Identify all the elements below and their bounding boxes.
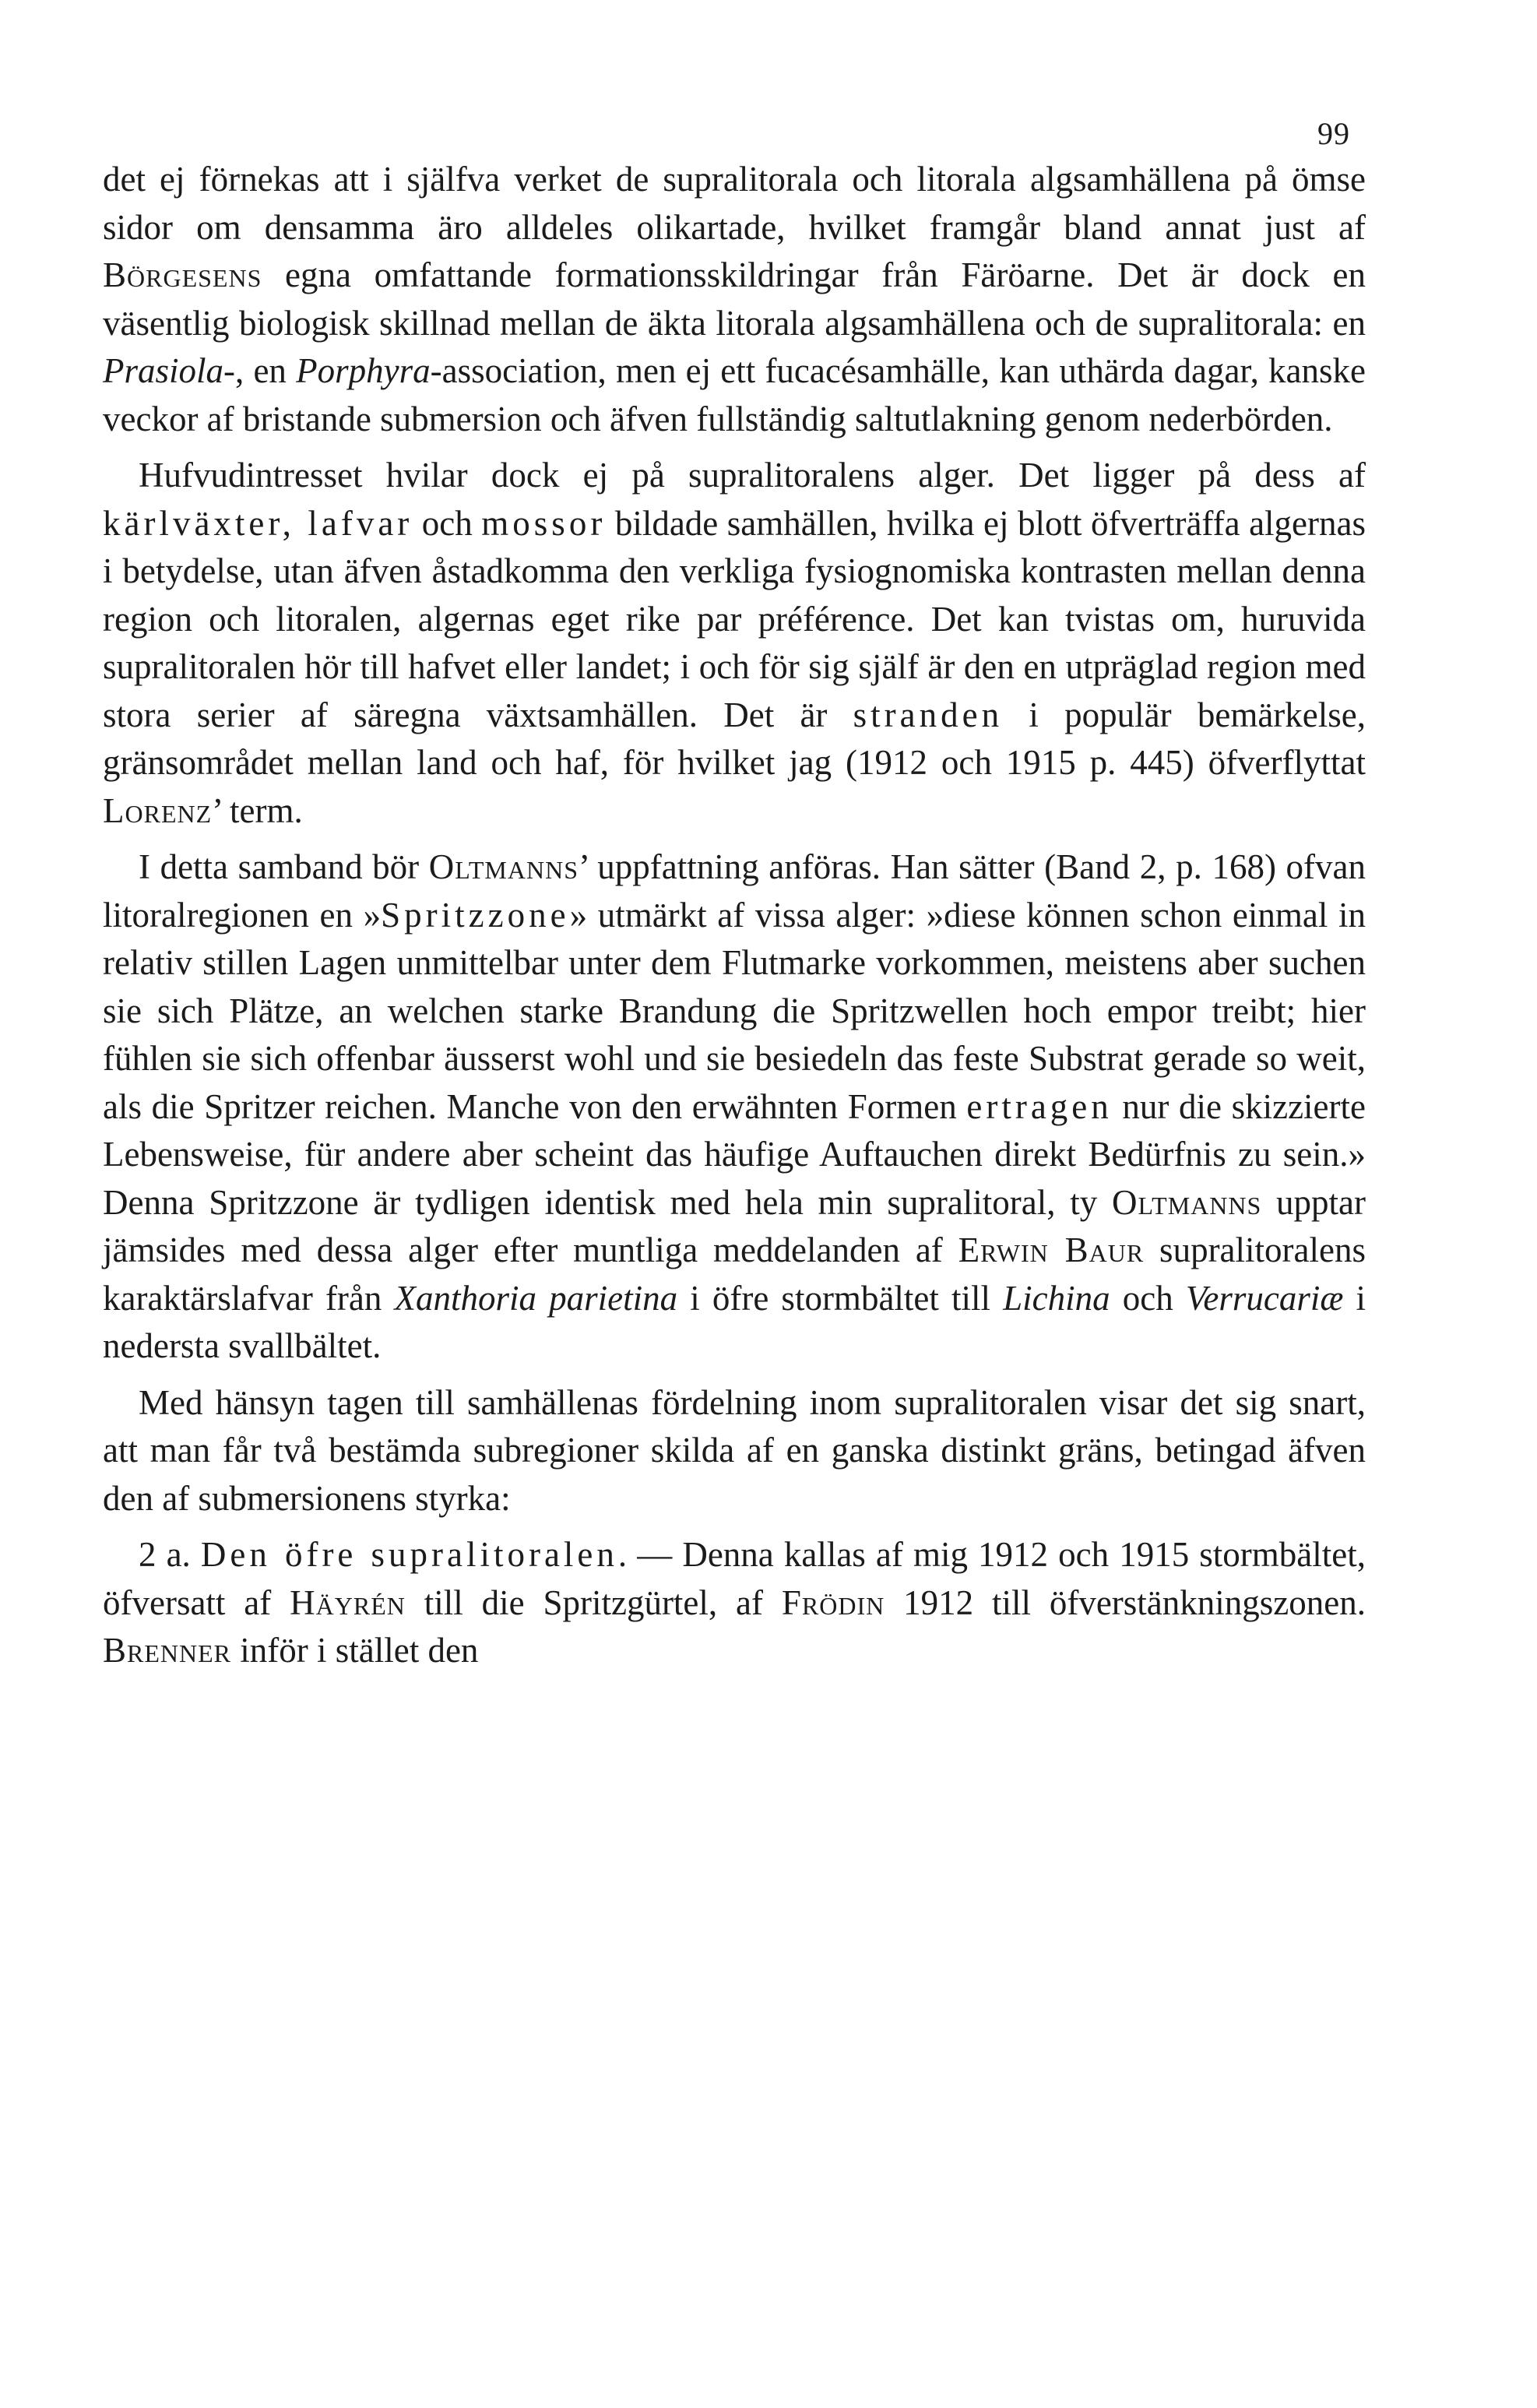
- taxon-name: Porphyra: [296, 351, 431, 390]
- author-name: Brenner: [103, 1631, 232, 1670]
- taxon-name: Prasiola: [103, 351, 224, 390]
- text-run: supralitoralens karaktärslafvar från: [103, 1230, 1366, 1318]
- text-run: och: [413, 503, 482, 543]
- paragraph-1: [103, 156, 1366, 443]
- text-run: » utmärkt af vissa alger: »diese können schon einmal in relativ stillen Lagen unmittelbar unter dem Flutmarke vorkommen, meistens aber suchen sie sich Plätze, an welchen starke Brandung die Spritzwellen hoch empor treibt; hier fühlen sie sich offenbar äusserst wohl und sie besiedeln das feste Substrat gerade so weit, als die Spritzer reichen. Manche von den erwähnten Formen: [103, 895, 1366, 1126]
- text-run: 2 a.: [139, 1535, 201, 1574]
- paragraph-4: [103, 1379, 1366, 1523]
- author-name: Häyrén: [290, 1582, 406, 1622]
- text-run: egna omfattande formationsskildringar från Färöarne. Det är dock en väsentlig biologisk skillnad mellan de äkta litorala algsamhällena och de supralitorala: en: [103, 255, 1366, 343]
- author-name: Oltmanns: [1112, 1182, 1262, 1222]
- text-run: Hufvudintresset hvilar dock ej på supralitoralens alger. Det ligger på dess af: [139, 456, 1366, 495]
- paragraph-2: [103, 452, 1366, 835]
- emphasis-text: stranden: [853, 695, 1004, 734]
- paragraph-5: [103, 1531, 1366, 1675]
- text-run: ’ uppfattning anföras. Han sätter (Band 2, p. 168) ofvan litoralregionen en »: [103, 847, 1366, 935]
- text-run: i populär bemärkelse, gränsområdet mellan land och haf, för hvilket jag (1912 och 1915 p. 445) öfverflyttat: [103, 695, 1366, 782]
- text-run: Med hänsyn tagen till samhällenas fördelning inom supralitoralen visar det sig snart, att man får två bestämda subregioner skilda af en ganska distinkt gräns, betingad äfven den af submersionens styrka:: [103, 1382, 1366, 1518]
- author-name: Erwin Baur: [958, 1230, 1145, 1269]
- body-text: [103, 156, 1366, 1675]
- text-run: 1912 till öfverstänkningszonen.: [885, 1582, 1366, 1622]
- text-run: nur die skizzierte Lebensweise, für andere aber scheint das häufige Auftauchen direkt Bedürfnis zu sein.» Denna Spritzzone är tydligen identisk med hela min supralitoral, ty: [103, 1086, 1366, 1222]
- text-run: inför i stället den: [231, 1631, 479, 1670]
- text-run: bildade samhällen, hvilka ej blott öfverträffa algernas i betydelse, utan äfven åstadkomma den verkliga fysiognomiska kontrasten mellan denna region och litoralen, algernas eget rike par préférence. Det kan tvistas om, huruvida supralitoralen hör till hafvet eller landet; i och för sig själf är den en utpräglad region med stora serier af säregna växtsamhällen. Det är: [103, 503, 1366, 734]
- text-run: . — Denna kallas af mig 1912 och 1915 stormbältet, öfversatt af: [103, 1535, 1366, 1622]
- author-name: Börgesens: [103, 255, 262, 294]
- text-run: i nedersta svallbältet.: [103, 1278, 1366, 1365]
- author-name: Frödin: [781, 1582, 885, 1622]
- taxon-name: Verrucariæ: [1185, 1278, 1344, 1318]
- emphasis-text: kärlväxter, lafvar: [103, 503, 413, 543]
- paragraph-3: [103, 843, 1366, 1371]
- text-run: upptar jämsides med dessa alger efter muntliga meddelanden af: [103, 1182, 1366, 1269]
- text-run: och: [1110, 1278, 1186, 1318]
- emphasis-text: Den öfre supralitoralen: [200, 1535, 618, 1574]
- text-run: -association, men ej ett fucacésamhälle, kan uthärda dagar, kanske veckor af bristande submersion och äfven fullständig saltutlakning genom nederbörden.: [103, 351, 1366, 438]
- taxon-name: Xanthoria parietina: [394, 1278, 678, 1318]
- text-run: ’ term.: [212, 790, 303, 830]
- text-run: till die Spritzgürtel, af: [405, 1582, 782, 1622]
- author-name: Lorenz: [103, 790, 213, 830]
- emphasis-text: Spritzzone: [381, 895, 570, 935]
- author-name: Oltmanns: [428, 847, 579, 886]
- text-run: det ej förnekas att i själfva verket de supralitorala och litorala algsamhällena på ömse sidor om densamma äro alldeles olikartade, hvilket framgår bland annat just af: [103, 160, 1366, 247]
- text-run: I detta samband bör: [139, 847, 429, 886]
- text-run: i öfre stormbältet till: [677, 1278, 1004, 1318]
- emphasis-text: ertragen: [966, 1086, 1113, 1126]
- text-run: -, en: [223, 351, 297, 390]
- taxon-name: Lichina: [1003, 1278, 1110, 1318]
- page-number: 99: [1317, 116, 1350, 151]
- emphasis-text: mossor: [481, 503, 607, 543]
